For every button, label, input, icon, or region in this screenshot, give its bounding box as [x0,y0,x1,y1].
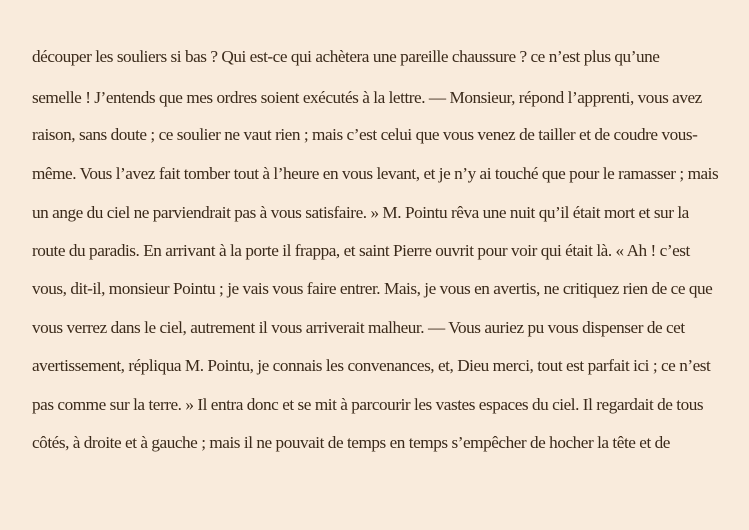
text-line: raison, sans doute ; ce soulier ne vaut rien ; mais c’est celui que vous venez de tailler et de coudre vous- [32,125,698,144]
text-line: pas comme sur la terre. » Il entra donc et se mit à parcourir les vastes espaces du ciel. Il regardait de tous [32,395,704,414]
text-line: vous verrez dans le ciel, autrement il vous arriverait malheur. — Vous auriez pu vous dispenser de cet [32,318,685,337]
text-line: même. Vous l’avez fait tomber tout à l’heure en vous levant, et je n’y ai touché que pour le ramasser ; mais [32,164,719,183]
text-line: vous, dit-il, monsieur Pointu ; je vais vous faire entrer. Mais, je vous en avertis, ne critiquez rien de ce que [32,279,713,298]
text-line: découper les souliers si bas ? Qui est-ce qui achètera une pareille chaussure ? ce n’est plus qu’une [32,47,660,66]
text-line: côtés, à droite et à gauche ; mais il ne pouvait de temps en temps s’empêcher de hocher la tête et de [32,433,670,452]
text-line: semelle ! J’entends que mes ordres soient exécutés à la lettre. — Monsieur, répond l’apprenti, vous avez [32,88,702,107]
text-line: un ange du ciel ne parviendrait pas à vous satisfaire. » M. Pointu rêva une nuit qu’il était mort et sur la [32,203,689,222]
text-line: route du paradis. En arrivant à la porte il frappa, et saint Pierre ouvrit pour voir qui était là. « Ah ! c’est [32,241,690,260]
text-line: avertissement, répliqua M. Pointu, je connais les convenances, et, Dieu merci, tout est parfait ici ; ce n’est [32,356,711,375]
